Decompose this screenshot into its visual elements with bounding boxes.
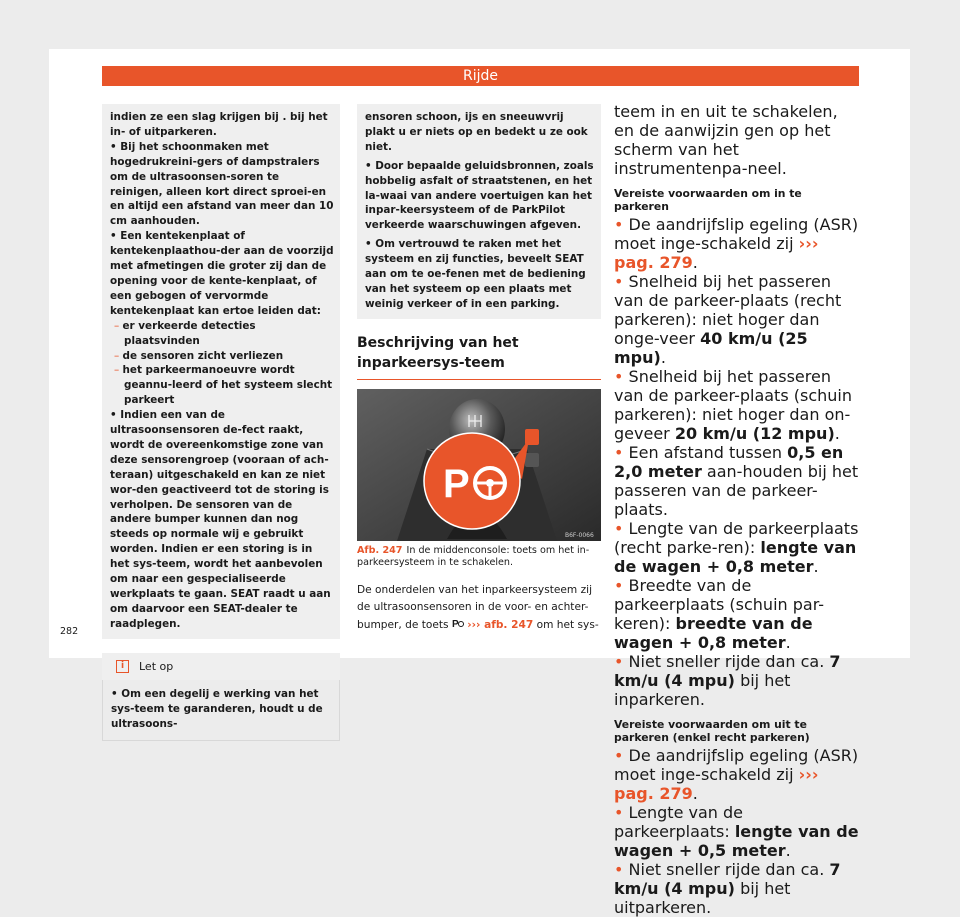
caption-text: In de middenconsole: toets om het in-parkeersysteem in te schakelen.	[357, 544, 590, 569]
note-header	[102, 653, 340, 681]
note-title: Let op	[139, 659, 174, 673]
warning-text-3: • Om vertrouwd te raken met het systeem en zij functies, beveelt SEAT aan om te oe-fenen met de bediening van het systeem op een plaats met weinig verkeer of in een parking.	[365, 238, 586, 310]
svg-text:P: P	[451, 618, 459, 628]
condition-2: • Snelheid bij het passeren van de parkeer-plaats (recht parkeren): niet hoger dan onge-veer 40 km/u (25 mpu).	[614, 272, 842, 367]
exit-condition-1: • De aandrijfslip egeling (ASR) moet inge-schakeld zij ››› pag. 279.	[614, 746, 859, 803]
figure-code: B6F-0066	[565, 531, 594, 539]
warning-box-continued	[102, 104, 340, 639]
condition-3: • Snelheid bij het passeren van de parkeer-plaats (schuin parkeren): niet hoger dan on-geveer 20 km/u (12 mpu).	[614, 367, 852, 443]
park-button-icon	[452, 619, 467, 631]
warning-text-1: ensoren schoon, ijs en sneeuwvrij plakt u er niets op en bedekt u ze ook niet.	[365, 111, 588, 153]
svg-text:P: P	[443, 461, 470, 506]
condition-7: • Niet sneller rijde dan ca. 7 km/u (4 mpu) bij het inparkeren.	[614, 652, 841, 709]
condition-1: • De aandrijfslip egeling (ASR) moet inge-schakeld zij ››› pag. 279.	[614, 215, 859, 272]
warning-bullet-2: • Een kentekenplaat of kentekenplaathou-der aan de voorzijd met afmetingen die groter zij dan de opening voor de kente-kenplaat, of een gebogen of vervormde kentekenplaat kan ertoe leiden dat:	[110, 230, 334, 317]
column-2	[357, 104, 601, 634]
warning-subitem-2: – de sensoren zicht verliezen	[114, 349, 284, 362]
figure-caption	[357, 545, 601, 570]
exit-condition-3: • Niet sneller rijde dan ca. 7 km/u (4 mpu) bij het uitparkeren.	[614, 860, 841, 917]
column-3	[614, 102, 860, 917]
warning-intro: indien ze een slag krijgen bij . bij het in- of uitparkeren.	[110, 111, 328, 138]
warning-bullet-3: • Indien een van de ultrasoonsensoren de-fect raakt, wordt de overeenkomstige zone van deze sensorengroep (vooraan of ach-teraan) uitgeschakeld en kan ze niet wor-den geactiveerd tot de storing is verholpen. De sensoren van de andere bumper kunnen dan nog steeds op normale wij e gebruikt worden. Indien er een storing is in het sys-teem, wordt het aanbevolen om naar een gespecialiseerde werkplaats te gaan. SEAT raadt u aan om daarvoor een SEAT-dealer te raadplegen.	[110, 409, 331, 630]
gear-console-illustration	[357, 389, 601, 541]
figure-gear-console	[357, 389, 601, 541]
warning-subitem-1: – er verkeerde detecties plaatsvinden	[114, 319, 256, 347]
page-number: 282	[60, 626, 79, 637]
page-link-279-b[interactable]: ››› pag. 279	[614, 765, 819, 803]
caption-label: Afb. 247	[357, 544, 403, 556]
heading-parking-conditions: Vereiste voorwaarden om in te parkeren	[614, 187, 802, 213]
condition-4: • Een afstand tussen 0,5 en 2,0 meter aan-houden bij het passeren van de parkeer-plaats.	[614, 443, 859, 519]
condition-6: • Breedte van de parkeerplaats (schuin par-keren): breedte van de wagen + 0,8 meter.	[614, 576, 825, 652]
section-title: Beschrijving van het inparkeersys-teem	[357, 333, 601, 380]
note-body: • Om een degelij e werking van het sys-teem te garanderen, houdt u de ultrasoons-	[102, 680, 340, 741]
info-icon: i	[116, 660, 129, 673]
page-header: Rijde	[102, 66, 859, 86]
column-1	[102, 104, 340, 741]
exit-condition-2: • Lengte van de parkeerplaats: lengte van de wagen + 0,5 meter.	[614, 803, 859, 860]
warning-text-2: • Door bepaalde geluidsbronnen, zoals hobbelig asfalt of straatstenen, en het la-waai van andere voertuigen kan het inpar-keersysteem of de ParkPilot verkeerde waarschuwingen afgeven.	[365, 159, 594, 232]
warning-box	[357, 104, 601, 319]
intro-paragraph: teem in en uit te schakelen, en de aanwijzin gen op het scherm van het instrumentenpa-neel.	[614, 102, 838, 178]
page-link-279[interactable]: ››› pag. 279	[614, 234, 819, 272]
condition-5: • Lengte van de parkeerplaats (recht parke-ren): lengte van de wagen + 0,8 meter.	[614, 519, 859, 576]
body-paragraph: De onderdelen van het inparkeersysteem zij de ultrasoonsensoren in de voor- en achter-bumper, de toets P ››› afb. 247 om het sys-	[357, 583, 599, 631]
warning-bullet-1: • Bij het schoonmaken met hogedrukreini-gers of dampstralers om de ultrasoonsen-soren te reinigen, alleen kort direct sproei-en en altijd een afstand van meer dan 10 cm aanhouden.	[110, 140, 334, 228]
warning-subitem-3: – het parkeermanoeuvre wordt geannu-leerd of het systeem slecht parkeert	[114, 364, 333, 407]
figure-link[interactable]: ››› afb. 247	[467, 618, 534, 631]
heading-exit-conditions: Vereiste voorwaarden om uit te parkeren (enkel recht parkeren)	[614, 718, 810, 744]
